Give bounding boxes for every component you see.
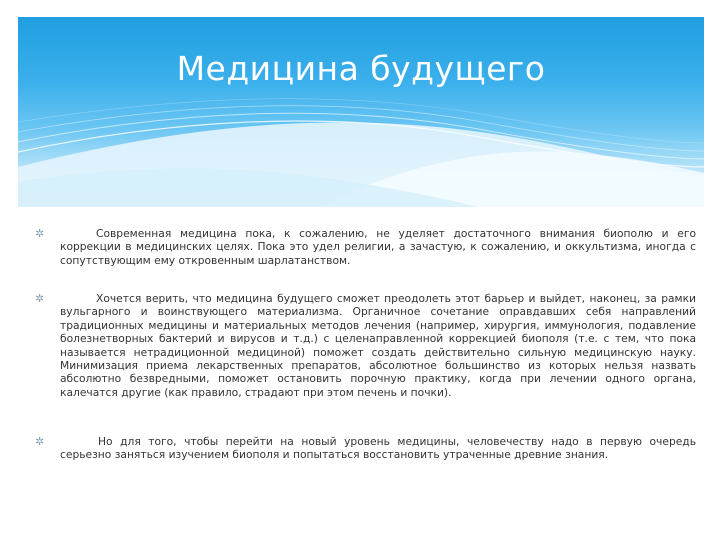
bullet-icon: ✲ [35,227,45,240]
paragraph-3: Но для того, чтобы перейти на новый уровень медицины, человечеству надо в первую очередь серьезно заняться изучением биополя и попытаться восстановить утраченные древние знания. [60,435,696,462]
paragraph-1: Современная медицина пока, к сожалению, не уделяет достаточного внимания биополю и его коррекции в медицинских целях. Пока это удел религии, а зачастую, к сожалению, и оккультизма, иногда с сопутствующим ему откровенным шарлатанством. [60,227,696,267]
bullet-icon: ✲ [35,435,45,448]
paragraph-2: Хочется верить, что медицина будущего сможет преодолеть этот барьер и выйдет, наконец, за рамки вульгарного и воинствующего материализма. Органичное сочетание оправдавших себя направлений традиционных медицины и материальных методов лечения (например, хирургия, иммунология, подавление болезнетворных бактерий и вирусов и т.д.) с целенаправленной коррекцией биополя (т.е. с тем, что пока называется нетрадиционной медициной) поможет создать действительно сильную медицинскую науку. Минимизация приема лекарственных препаратов, абсолютное большинство из которых нельзя назвать абсолютно безвредными, поможет остановить порочную практику, когда при лечении одного органа, калечатся другие (как правило, страдают при этом печень и почки). [60,292,696,399]
bullet-icon: ✲ [35,292,45,305]
slide-title: Медицина будущего [176,49,546,88]
